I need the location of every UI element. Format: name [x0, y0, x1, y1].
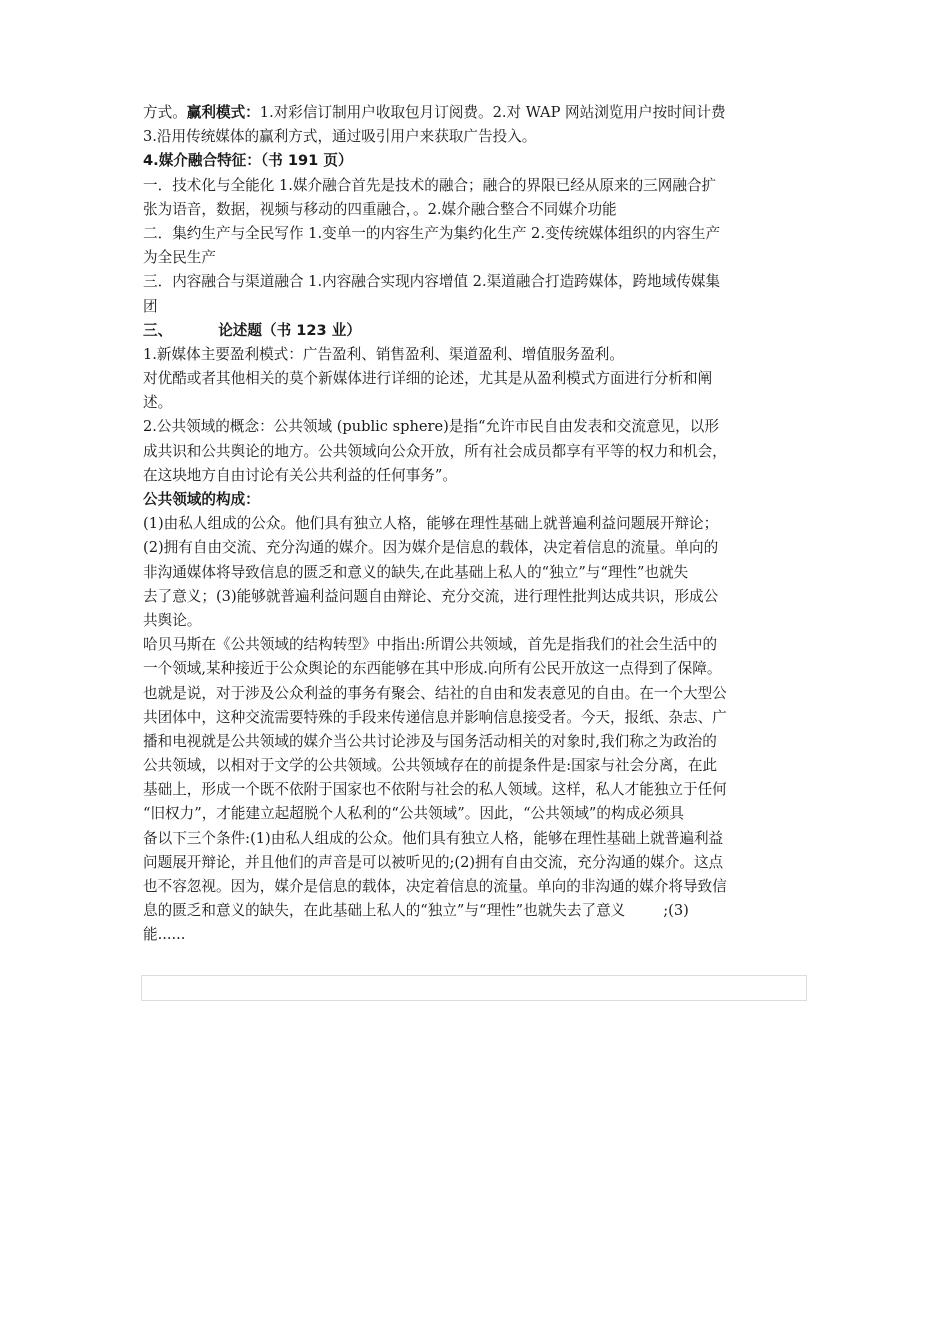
text-line: 共舆论。 [143, 611, 202, 629]
section-heading: 公共领域的构成： [143, 491, 260, 508]
bold-label: 赢利模式： [186, 104, 260, 121]
section-heading [143, 319, 809, 343]
text-line: 方式。赢利模式：1.对彩信订制用户收取包月订阅费。2.对 WAP 网站浏览用户按时间计费 [143, 104, 726, 121]
document-body [143, 101, 809, 948]
text-line: 非沟通媒体将导致信息的匮乏和意义的缺失,在此基础上私人的“独立”与“理性”也就失 [143, 563, 689, 581]
text-line: 能...... [143, 926, 186, 944]
text-line: 一．技术化与全能化 1.媒介融合首先是技术的融合；融合的界限已经从原来的三网融合扩 [143, 176, 717, 194]
text-line: 张为语音，数据，视频与移动的四重融合，。2.媒介融合整合不同媒介功能 [143, 200, 617, 218]
text-line: 在这块地方自由讨论有关公共利益的任何事务”。 [143, 466, 457, 484]
text-line: 息的匮乏和意义的缺失，在此基础上私人的“独立”与“理性”也就失去了意义 ;(3) [143, 902, 689, 920]
text-line: 共团体中，这种交流需要特殊的手段来传递信息并影响信息接受者。今天，报纸、杂志、广 [143, 708, 727, 726]
text-line: 为全民生产 [143, 249, 216, 267]
text-line: 基础上，形成一个既不依附于国家也不依附与社会的私人领域。这样，私人才能独立于任何 [143, 781, 727, 799]
text-line: 也就是说，对于涉及公众利益的事务有聚会、结社的自由和发表意见的自由。在一个大型公 [143, 684, 727, 702]
text-line: 3.沿用传统媒体的赢利方式，通过吸引用户来获取广告投入。 [143, 128, 537, 146]
text-line: 述。 [143, 394, 173, 412]
empty-text-box [141, 975, 807, 1001]
text-line: 去了意义；(3)能够就普遍利益问题自由辩论、充分交流，进行理性批判达成共识，形成公 [143, 587, 719, 605]
text-line: 2.公共领域的概念：公共领域 (public sphere)是指“允许市民自由发表和交流意见，以形 [143, 418, 719, 436]
text-line: 对优酷或者其他相关的莫个新媒体进行详细的论述，尤其是从盈利模式方面进行分析和阐 [143, 370, 713, 388]
text-line: (2)拥有自由交流、充分沟通的媒介。因为媒介是信息的载体，决定着信息的流量。单向的 [143, 539, 719, 557]
section-title: 论述题（书 123 业） [218, 321, 361, 339]
text-line: 备以下三个条件:(1)由私人组成的公众。他们具有独立人格，能够在理性基础上就普遍利益 [143, 829, 724, 847]
text-line: “旧权力”，才能建立起超脱个人私利的“公共领域”。因此，“公共领域”的构成必须具 [143, 805, 684, 823]
text-line: 问题展开辩论，并且他们的声音是可以被听见的;(2)拥有自由交流，充分沟通的媒介。这点 [143, 853, 724, 871]
text-line: 成共识和公共舆论的地方。公共领域向公众开放，所有社会成员都享有平等的权力和机会， [143, 442, 727, 460]
text-line: 公共领域，以相对于文学的公共领域。公共领域存在的前提条件是:国家与社会分离，在此 [143, 757, 718, 775]
section-number: 三、 [143, 321, 173, 339]
text-line: 1.新媒体主要盈利模式：广告盈利、销售盈利、渠道盈利、增值服务盈利。 [143, 345, 624, 363]
text-line: 团 [143, 297, 158, 315]
text-line: 二．集约生产与全民写作 1.变单一的内容生产为集约化生产 2.变传统媒体组织的内容生产 [143, 224, 721, 242]
text-line: 哈贝马斯在《公共领域的结构转型》中指出:所谓公共领域，首先是指我们的社会生活中的 [143, 636, 718, 654]
text-line: 三．内容融合与渠道融合 1.内容融合实现内容增值 2.渠道融合打造跨媒体，跨地域传媒集 [143, 273, 721, 291]
text-line: 一个领域,某种接近于公众舆论的东西能够在其中形成.向所有公民开放这一点得到了保障。 [143, 660, 722, 678]
text-line: 也不容忽视。因为，媒介是信息的载体，决定着信息的流量。单向的非沟通的媒介将导致信 [143, 878, 727, 895]
text-line: 播和电视就是公共领域的媒介当公共讨论涉及与国务活动相关的对象时,我们称之为政治的 [143, 732, 717, 750]
text-line: (1)由私人组成的公众。他们具有独立人格，能够在理性基础上就普遍利益问题展开辩论； [143, 515, 719, 533]
section-heading: 4.媒介融合特征：（书 191 页） [143, 152, 353, 170]
